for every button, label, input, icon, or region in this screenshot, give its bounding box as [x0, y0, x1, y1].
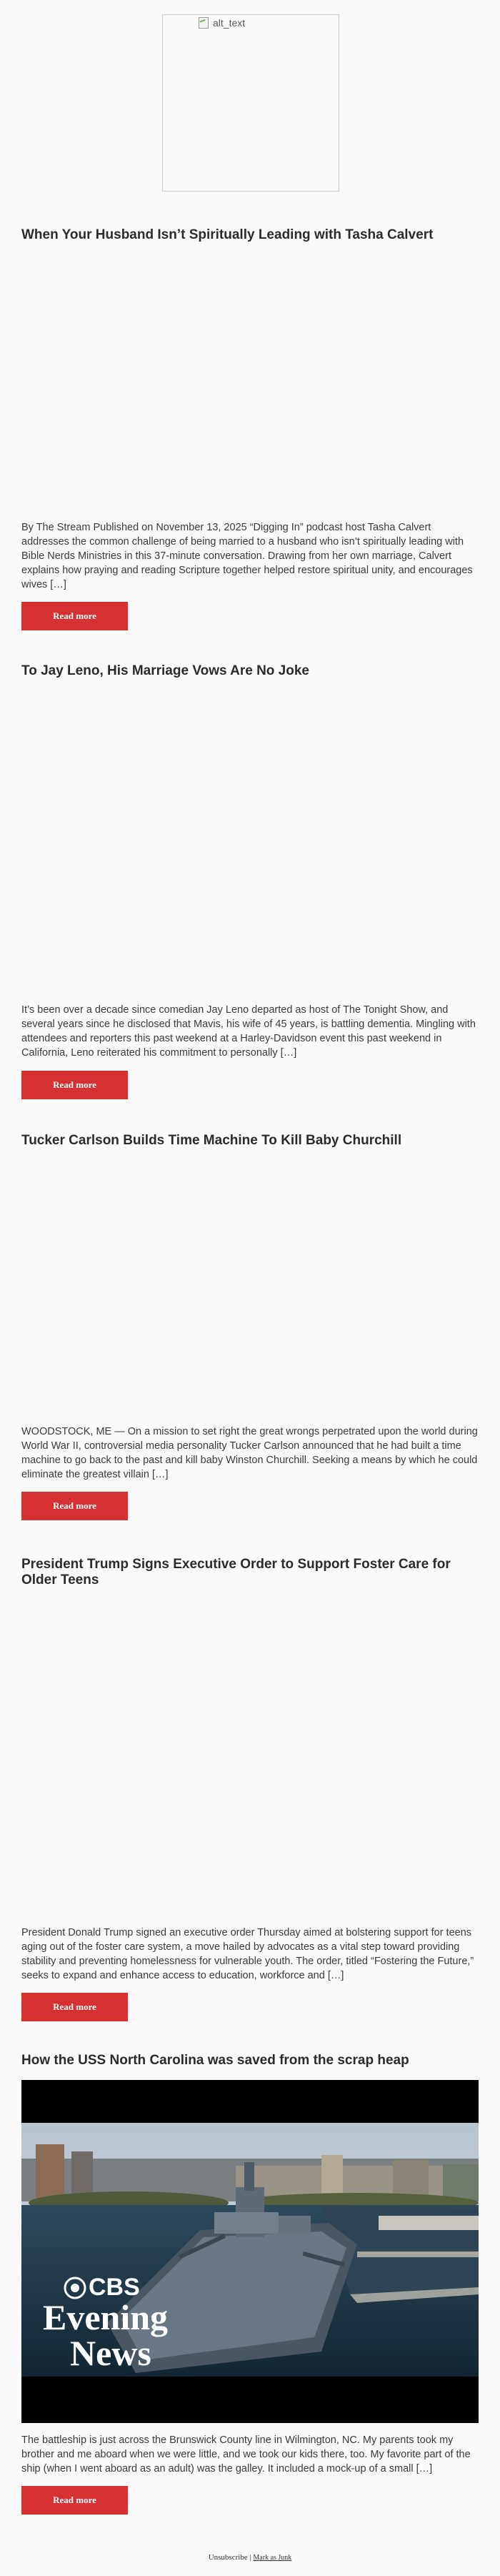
cbs-logo-text: CBS	[89, 2274, 140, 2301]
article-excerpt: The battleship is just across the Brunswick County line in Wilmington, NC. My parents took my brother and me aboard when we were little, and we took our kids there, too. My favorite part of the ship (when I went aboard as an adult) was the galley. It included a mock-up of a small […]	[21, 2434, 471, 2475]
article-excerpt: By The Stream Published on November 13, 2025 “Digging In” podcast host Tasha Calvert addresses the common challenge of being married to a husband who isn’t spiritually leading with Bible Nerds Ministries in this 37-minute conversation. Drawing from her own marriage, Calvert explains how praying and reading Scripture together helped restore spiritual unity, and encourages wives […]	[21, 522, 473, 590]
article-title[interactable]: When Your Husband Isn’t Spiritually Leading with Tasha Calvert	[21, 227, 434, 242]
read-more-label: Read more	[53, 1500, 96, 1511]
read-more-label: Read more	[53, 1079, 96, 1090]
broken-image	[199, 17, 245, 29]
article-image[interactable]	[21, 2080, 479, 2423]
read-more-label: Read more	[53, 2495, 96, 2505]
article-5	[21, 2053, 479, 2505]
article-title[interactable]: President Trump Signs Executive Order to Support Foster Care for Older Teens	[21, 1557, 451, 1587]
footer	[0, 2553, 500, 2562]
mark-as-junk-link[interactable]: Mark as Junk	[253, 2554, 292, 2562]
read-more-button[interactable]	[21, 1071, 128, 1099]
article-excerpt: WOODSTOCK, ME — On a mission to set right the great wrongs perpetrated upon the world during World War II, controversial media personality Tucker Carlson announced that he had built a time machine to go back to the past and kill baby Winston Churchill. Seeking a means by which he could eliminate the greatest villain […]	[21, 1426, 478, 1480]
read-more-label: Read more	[53, 2001, 96, 2012]
article-excerpt: It’s been over a decade since comedian Jay Leno departed as host of The Tonight Show, and several years since he disclosed that Mavis, his wife of 45 years, is battling dementia. Mingling with attendees and reporters this past weekend at a Harley-Davidson event this past weekend in California, Leno reiterated his commitment to personally […]	[21, 1004, 476, 1059]
footer-separator: |	[247, 2553, 254, 2562]
read-more-button[interactable]	[21, 1492, 128, 1520]
read-more-button[interactable]	[21, 602, 128, 630]
article-title[interactable]: How the USS North Carolina was saved from the scrap heap	[21, 2053, 409, 2068]
article-excerpt: President Donald Trump signed an executive order Thursday aimed at bolstering support for teens aging out of the foster care system, a move hailed by advocates as a vital step toward providing stability and preventing homelessness for vulnerable youth. The order, titled “Fostering the Future,” seeks to expand and enhance access to education, workforce and […]	[21, 1927, 474, 1981]
article-title[interactable]: To Jay Leno, His Marriage Vows Are No Joke	[21, 663, 309, 678]
article-4	[21, 1557, 479, 2012]
read-more-button[interactable]	[21, 2486, 128, 2515]
article-2	[21, 663, 479, 1090]
unsubscribe-link[interactable]: Unsubscribe	[208, 2553, 248, 2562]
read-more-button[interactable]	[21, 1993, 128, 2021]
read-more-label: Read more	[53, 610, 96, 621]
logo-alt-text: alt_text	[213, 17, 246, 29]
article-1	[21, 227, 479, 621]
evening-text: Evening	[43, 2297, 169, 2337]
news-text: News	[70, 2333, 151, 2373]
article-title[interactable]: Tucker Carlson Builds Time Machine To Kill Baby Churchill	[21, 1133, 402, 1148]
article-3	[21, 1133, 479, 1511]
header-logo	[162, 14, 339, 192]
broken-image-icon	[199, 17, 209, 29]
